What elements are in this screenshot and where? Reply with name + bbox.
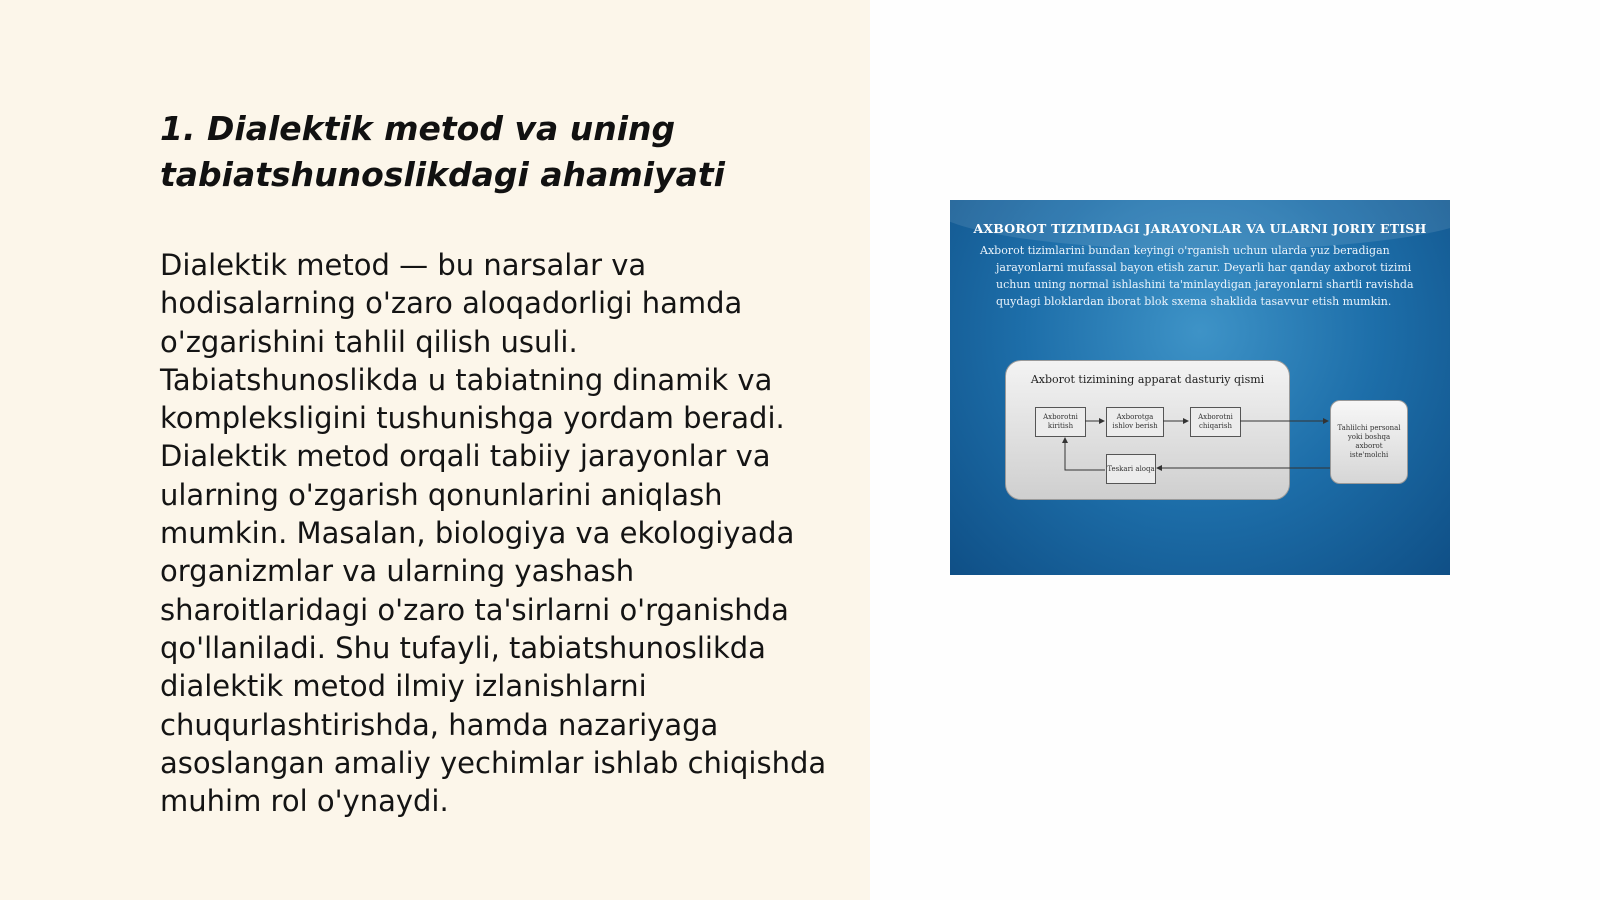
user-block: Tahlilchi personal yoki boshqa axborot iste'molchi [1330, 400, 1408, 484]
system-block-title: Axborot tizimining apparat dasturiy qismi [1030, 373, 1265, 386]
figure-description: Axborot tizimlarini bundan keyingi o'rganish uchun ularda yuz beradigan jarayonlarni mufassal bayon etish zarur. Deyarli har qanday axborot tizimi uchun uning normal ishlashini ta'minlaydigan jarayonlarni shartli ravishda quydagi bloklardan iborat blok sxema shaklida tasavvur etish mumkin. [980, 244, 1414, 308]
arrow-feedback-to-input [1065, 438, 1105, 470]
feedback-block: Teskari aloqa [1106, 454, 1156, 484]
processing-block: Axborotga ishlov berish [1106, 407, 1164, 437]
diagram-arrows [950, 200, 1450, 575]
slide-title: 1. Dialektik metod va uning tabiatshunoslikdagi ahamiyati [160, 109, 725, 194]
information-system-diagram-image [950, 200, 1450, 575]
output-block: Axborotni chiqarish [1190, 407, 1241, 437]
input-block: Axborotni kiritish [1035, 407, 1086, 437]
figure-heading: AXBOROT TIZIMIDAGI JARAYONLAR VA ULARNI JORIY ETISH [973, 221, 1427, 236]
slide-body-text: Dialektik metod — bu narsalar va hodisalarning o'zaro aloqadorligi hamda o'zgarishini tahlil qilish usuli. Tabiatshunoslikda u tabiatning dinamik va kompleksligini tushunishga yordam beradi. Dialektik metod orqali tabiiy jarayonlar va ularning o'zgarish qonunlarini aniqlash mumkin. Masalan, biologiya va ekologiyada organizmlar va ularning yashash sharoitlaridagi o'zaro ta'sirlarni o'rganishda qo'llaniladi. Shu tufayli, tabiatshunoslikda dialektik metod ilmiy izlanishlarni chuqurlashtirishda, hamda nazariyaga asoslangan amaliy yechimlar ishlab chiqishda muhim rol o'ynaydi. [160, 248, 827, 819]
